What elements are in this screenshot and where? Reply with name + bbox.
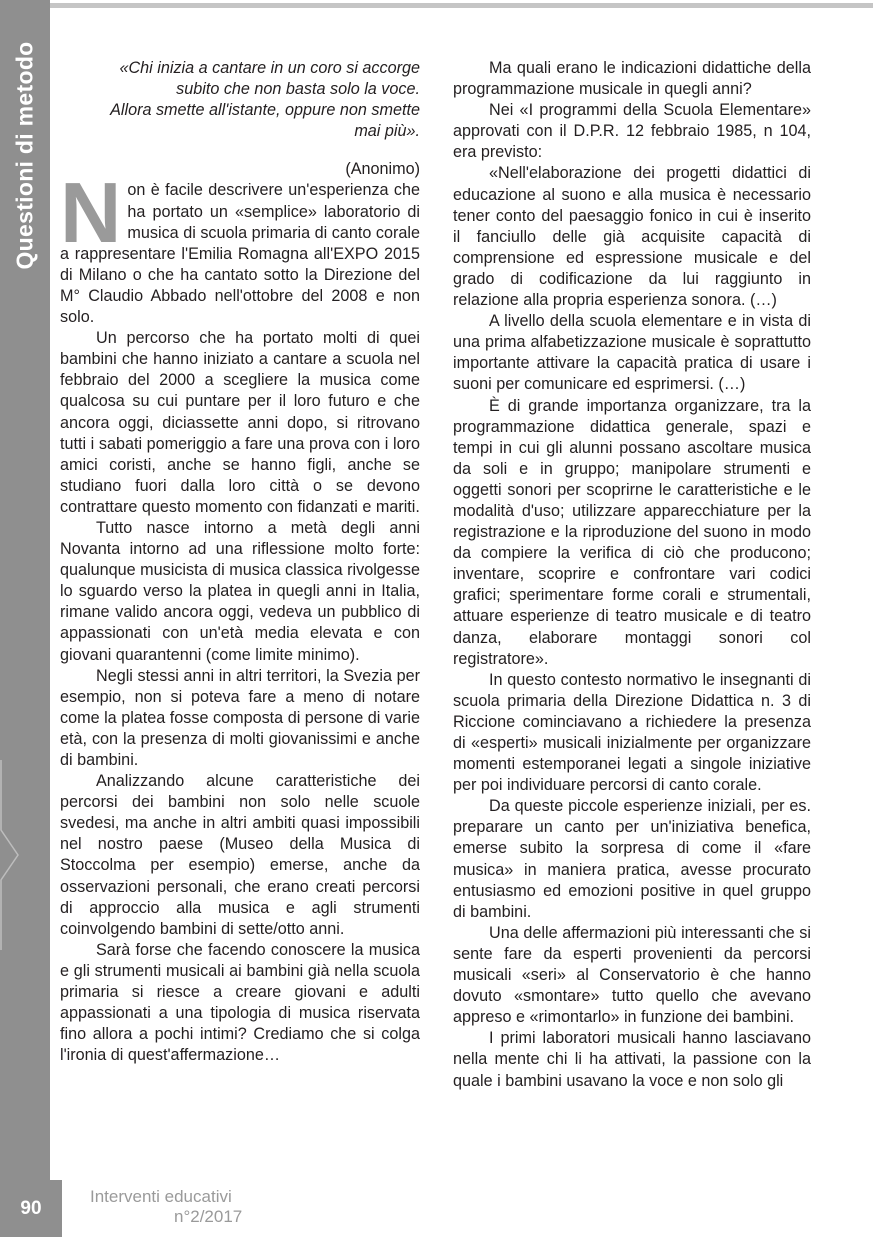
quote-line: subito che non basta solo la voce. bbox=[176, 80, 420, 99]
magazine-footer bbox=[90, 1187, 242, 1227]
body-paragraph: Ma quali erano le indicazioni didattiche della programmazione musicale in quegli anni? bbox=[453, 59, 811, 99]
body-paragraph: Nei «I programmi della Scuola Elementare» approvati con il D.P.R. 12 febbraio 1985, n 104, era previsto: bbox=[453, 101, 811, 162]
quote-line: «Chi inizia a cantare in un coro si accorge bbox=[119, 59, 420, 77]
quote-line: mai più». bbox=[354, 122, 420, 141]
opening-paragraph-text: on è facile descrivere un'esperienza che ha portato un «semplice» laboratorio di musica di scuola primaria di canto corale a rappresentare l'Emilia Romagna all'EXPO 2015 di Milano o che ha cantato sotto la Direzione del M° Claudio Abbado nell'ottobre del 2008 e non solo. bbox=[60, 181, 420, 327]
quote-line: Allora smette all'istante, oppure non smette bbox=[110, 101, 420, 120]
quote-attribution: (Anonimo) bbox=[345, 160, 420, 179]
body-paragraph: Tutto nasce intorno a metà degli anni Novanta intorno ad una riflessione molto forte: qualunque musicista di musica classica rivolgesse lo sguardo verso la platea in quegli anni in Italia, rimane valido ancora oggi, vedeva un pubblico di appassionati con un'età media elevata e con giovani quarantenni (come limite minimo). bbox=[60, 518, 420, 664]
body-paragraph: Analizzando alcune caratteristiche dei percorsi dei bambini non solo nelle scuole svedesi, ma anche in altri ambiti quasi impossibili nel nostro paese (Museo della Musica di Stoccolma per esempio) emerse, anche da osservazioni personali, che erano creati percorsi di approccio alla musica e agli strumenti coinvolgendo bambini di sette/otto anni. bbox=[60, 772, 420, 938]
section-sidebar bbox=[0, 0, 50, 1180]
body-paragraph: In questo contesto normativo le insegnanti di scuola primaria della Direzione Didattica n. 3 di Riccione cominciavano a richiedere la presenza di «esperti» musicali inizialmente per organizzare momenti estemporanei legati a singole iniziative per poi individuare percorsi di canto corale. bbox=[453, 670, 811, 795]
magazine-title: Interventi educativi bbox=[90, 1187, 232, 1206]
body-paragraph: I primi laboratori musicali hanno lasciavano nella mente chi li ha attivati, la passione con la quale i bambini usavano la voce e non solo gli bbox=[453, 1029, 811, 1090]
body-paragraph: Sarà forse che facendo conoscere la musica e gli strumenti musicali ai bambini già nella scuola primaria si riesce a creare giovani e adulti appassionati a una tipologia di musica riservata fino allora a pochi intimi? Crediamo che si colga l'ironia di quest'affermazione… bbox=[60, 940, 420, 1065]
section-title-wrapper bbox=[0, 0, 50, 310]
body-paragraph: Una delle affermazioni più interessanti che si sente fare da esperti provenienti da percorsi musicali «seri» al Conservatorio è che hanno dovuto «smontare» tutto quello che avevano appreso e «rimontarlo» in funzione dei bambini. bbox=[453, 923, 811, 1027]
top-rule bbox=[50, 3, 873, 8]
body-paragraph: Da queste piccole esperienze iniziali, per es. preparare un canto per un'iniziativa benefica, emerse subito la sorpresa di come il «fare musica» in maniera pratica, avesse procurato entusiasmo ed emozioni positive in quel gruppo di bambini. bbox=[453, 797, 811, 921]
quoted-paragraph: «Nell'elaborazione dei progetti didattici di educazione al suono e alla musica è necessario tener conto del paesaggio fonico in cui è inserito il fanciullo delle già acquisite capacità di comprensione ed espressione musicale e del grado di codificazione da lui raggiunto in relazione alla propria esperienza sonora. (…) bbox=[453, 164, 811, 310]
page-tab-icon bbox=[0, 760, 20, 950]
quoted-paragraph: È di grande importanza organizzare, tra la programmazione didattica generale, spazi e tempi in cui gli alunni possano ascoltare musica da soli e in gruppo; manipolare strumenti e oggetti sonori per scoprirne le caratteristiche e le modalità d'uso; utilizzare apparecchiature per la registrazione e la riproduzione del suono in modo da compiere la verifica di ciò che producono; inventare, scoprire e confrontare vari codici grafici; sperimentare forme corali e strumentali, attuare esperienze di teatro musicale e di teatro danza, elaborare montaggi sonori col registratore». bbox=[453, 396, 811, 668]
left-column bbox=[60, 58, 420, 1066]
drop-cap: N bbox=[60, 166, 122, 262]
right-column bbox=[453, 58, 811, 1092]
magazine-issue: n°2/2017 bbox=[174, 1207, 243, 1226]
epigraph-quote bbox=[60, 58, 420, 142]
body-paragraph: Un percorso che ha portato molti di quei bambini che hanno iniziato a cantare a scuola nel febbraio del 2000 a scegliere la musica come qualcosa su cui puntare per il loro futuro e che ancora oggi, diciassette anni dopo, si ritrovano tutti i sabati pomeriggio a fare una prova con i loro amici coristi, anche se hanno figli, anche se studiano fuori dalla loro città o se devono contrattare questo momento con fidanzati e mariti. bbox=[60, 329, 420, 516]
quoted-paragraph: A livello della scuola elementare e in vista di una prima alfabetizzazione musicale è soprattutto importante attivare la capacità pratica di usare i suoni per comunicare ed esprimersi. (…) bbox=[453, 312, 811, 394]
body-paragraph: Negli stessi anni in altri territori, la Svezia per esempio, non si poteva fare a meno di notare come la platea fosse composta di persone di varie età, con la presenza di molti giovanissimi e anche di bambini. bbox=[60, 666, 420, 769]
section-title: Questioni di metodo bbox=[11, 40, 38, 270]
page-number: 90 bbox=[0, 1180, 62, 1237]
